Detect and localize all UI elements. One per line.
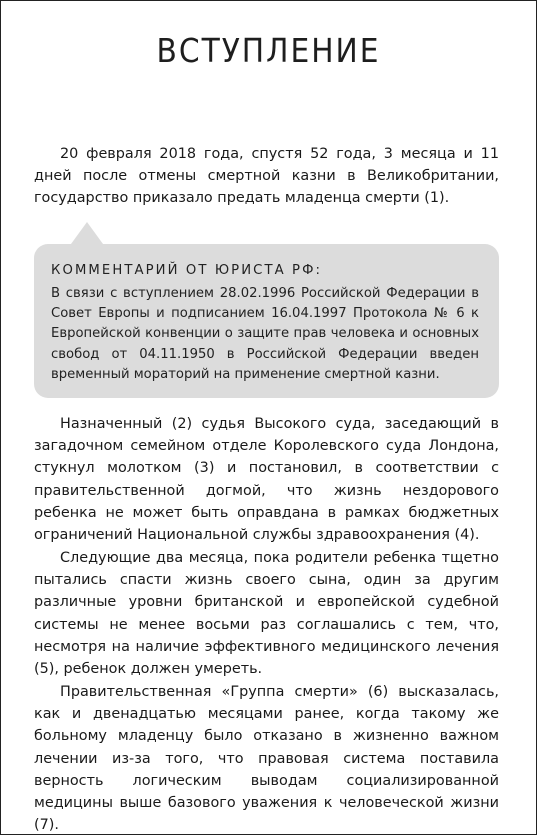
commentary-text: В связи с вступлением 28.02.1996 Российской Федерации в Совет Европы и подписанием 16.04.1997 Протокола № 6 к Европейской конвенции о защите прав человека и основных свобод от 04.11.1950 в Российской Федерации введен временный мораторий на применение смертной казни. [51,286,479,382]
commentary-heading: КОММЕНТАРИЙ ОТ ЮРИСТА РФ: [51,263,323,278]
paragraph-death-panel: Правительственная «Группа смерти» (6) высказалась, как и двенадцатью месяцами ранее, когда такому же больному младенцу было отказано в жизненно важном лечении из-за того, что правовая система поставила верность логическим выводам социализированной медицины выше базового уважения к человеческой жизни (7). [34,684,499,834]
chapter-title: ВСТУПЛЕНИЕ [156,31,381,70]
paragraph-judge: Назначенный (2) судья Высокого суда, заседающий в загадочном семейном отделе Королевского суда Лондона, стукнул молотком (3) и постановил, в соответствии с правительственной догмой, что жизнь нездорового ребенка не может быть оправдана в рамках бюджетных ограничений Национальной службы здравоохранения (4). [34,416,499,544]
commentary-bubble [34,244,499,398]
paragraph-courts: Следующие два месяца, пока родители ребенка тщетно пытались спасти жизнь своего сына, один за другим различные уровни британской и европейской судебной системы не менее восьми раз соглашались с тем, что, несмотря на наличие эффективного медицинского лечения (5), ребенок должен умереть. [34,550,499,678]
commentary-bubble-tail [71,222,103,244]
paragraph-intro: 20 февраля 2018 года, спустя 52 года, 3 месяца и 11 дней после отмены смертной казни в Великобритании, государство приказало предать младенца смерти (1). [34,146,499,207]
